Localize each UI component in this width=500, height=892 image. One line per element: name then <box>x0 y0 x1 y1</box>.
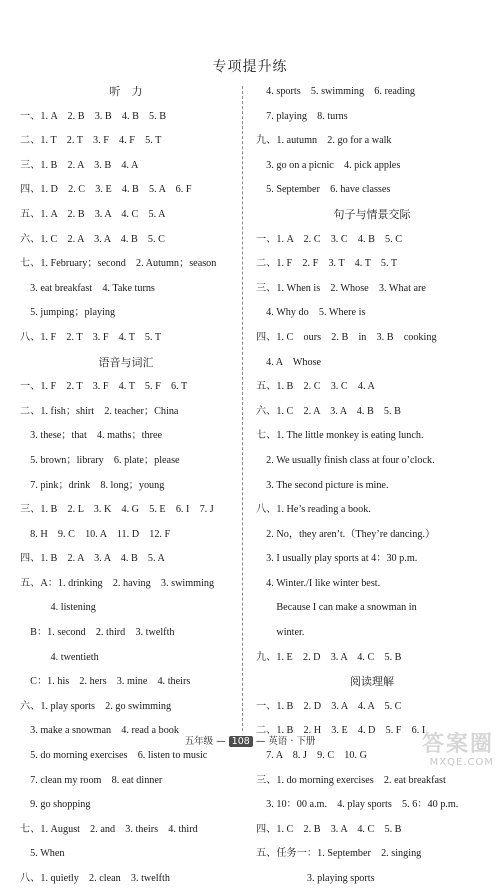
answer-line: 一、1. A 2. B 3. B 4. B 5. B <box>20 110 167 122</box>
page-title: 专项提升练 <box>212 59 288 75</box>
answer-line: 二、1. F 2. F 3. T 4. T 5. T <box>256 258 398 270</box>
answer-line: 4. twentieth <box>20 651 99 663</box>
answer-line: 四、1. C ours 2. B in 3. B cooking <box>256 331 437 343</box>
answer-line: 八、1. He’s reading a book. <box>256 504 371 516</box>
answer-line: 7. pink；drink 8. long；young <box>20 479 165 491</box>
answer-line: C：1. his 2. hers 3. mine 4. theirs <box>20 676 191 688</box>
answer-line: 六、1. C 2. A 3. A 4. B 5. B <box>256 405 401 417</box>
answer-line: 8. H 9. C 10. A 11. D 12. F <box>20 528 171 540</box>
answer-line: 二、1. B 2. H 3. E 4. D 5. F 6. I <box>256 725 426 737</box>
answer-line: 2. We usually finish class at four o’clock. <box>256 454 435 466</box>
answer-line: 5. jumping；playing <box>20 307 116 319</box>
answer-line: 7. playing 8. turns <box>256 110 348 122</box>
footer-dash-left: — <box>216 736 226 747</box>
answer-line: 五、1. A 2. B 3. A 4. C 5. A <box>20 208 166 220</box>
answer-line: 4. listening <box>20 602 96 614</box>
answer-line: 3. 10：00 a.m. 4. play sports 5. 6：40 p.m. <box>256 799 459 811</box>
answer-line: 2. No，they aren’t.（They’re dancing.） <box>256 528 436 540</box>
answer-line: 3. I usually play sports at 4：30 p.m. <box>256 553 418 565</box>
answer-line: 四、1. B 2. A 3. A 4. B 5. A <box>20 553 165 565</box>
answer-line: 5. When <box>20 848 65 860</box>
watermark <box>374 733 494 773</box>
answer-line: 5. brown；library 6. plate；please <box>20 454 180 466</box>
answer-line: 二、1. fish；shirt 2. teacher；China <box>20 405 179 417</box>
answer-line: 二、1. T 2. T 3. F 4. F 5. T <box>20 135 162 147</box>
answer-line: 五、任务一：1. September 2. singing <box>256 848 422 860</box>
answer-line: 3. playing sports <box>256 873 375 884</box>
footer-dash-right: — <box>255 736 266 747</box>
answer-line: 七、1. The little monkey is eating lunch. <box>256 430 424 442</box>
answer-line: 9. go shopping <box>20 799 91 811</box>
page-number: 108 <box>229 736 253 747</box>
answer-line: 5. do morning exercises 6. listen to music <box>20 750 208 762</box>
answer-line: 八、1. quietly 2. clean 3. twelfth <box>20 873 170 884</box>
watermark-url: MXQE.COM <box>429 757 494 768</box>
answer-line: 九、1. autumn 2. go for a walk <box>256 135 392 147</box>
column-divider <box>242 86 243 731</box>
answer-line: 七、1. August 2. and 3. theirs 4. third <box>20 823 198 835</box>
answer-line: 五、1. B 2. C 3. C 4. A <box>256 381 375 393</box>
answer-line: 3. make a snowman 4. read a book <box>20 725 179 737</box>
answer-line: 4. A Whose <box>256 356 322 368</box>
answer-line: 一、1. B 2. D 3. A 4. A 5. C <box>256 700 402 712</box>
answer-line: Because I can make a snowman in <box>256 602 417 614</box>
section-heading: 句子与情景交际 <box>333 207 411 221</box>
answer-line: 三、1. do morning exercises 2. eat breakfast <box>256 774 446 786</box>
answer-line: B：1. second 2. third 3. twelfth <box>20 627 175 639</box>
section-heading: 语音与词汇 <box>98 355 154 369</box>
answer-line: 八、1. F 2. T 3. F 4. T 5. T <box>20 331 162 343</box>
answer-line: 4. Why do 5. Where is <box>256 307 366 319</box>
answer-line: 4. sports 5. swimming 6. reading <box>256 86 416 97</box>
answer-line: 三、1. B 2. A 3. B 4. A <box>20 159 139 171</box>
answer-line: 3. go on a picnic 4. pick apples <box>256 159 401 171</box>
answer-line: 一、1. F 2. T 3. F 4. T 5. F 6. T <box>20 381 188 393</box>
answer-line: 六、1. play sports 2. go swimming <box>20 700 172 712</box>
answer-line: 7. A 8. J 9. C 10. G <box>256 750 367 762</box>
answer-line: 四、1. D 2. C 3. E 4. B 5. A 6. F <box>20 184 192 196</box>
footer-subject: 英语 · 下册 <box>268 736 316 747</box>
answer-line: 四、1. C 2. B 3. A 4. C 5. B <box>256 823 402 835</box>
answer-line: 六、1. C 2. A 3. A 4. B 5. C <box>20 233 165 245</box>
answer-line: 三、1. B 2. L 3. K 4. G 5. E 6. I 7. J <box>20 504 214 516</box>
section-heading: 听 力 <box>109 85 143 98</box>
answer-line: 3. these；that 4. maths；three <box>20 430 163 442</box>
answer-line: 4. Winter./I like winter best. <box>256 577 381 589</box>
answer-line: 3. The second picture is mine. <box>256 479 389 491</box>
section-heading: 阅读理解 <box>350 675 394 689</box>
footer-grade: 五年级 <box>184 736 214 747</box>
left-column <box>20 80 232 892</box>
answer-line: 3. eat breakfast 4. Take turns <box>20 282 155 294</box>
answer-line: 三、1. When is 2. Whose 3. What are <box>256 282 426 294</box>
answer-line: 7. clean my room 8. eat dinner <box>20 774 163 786</box>
answer-line: 一、1. A 2. C 3. C 4. B 5. C <box>256 233 403 245</box>
answer-line: winter. <box>256 627 305 639</box>
answer-line: 七、1. February；second 2. Autumn；season <box>20 258 217 270</box>
answer-line: 五、A：1. drinking 2. having 3. swimming <box>20 577 215 589</box>
answer-line: 九、1. E 2. D 3. A 4. C 5. B <box>256 651 402 663</box>
answer-line: 5. September 6. have classes <box>256 184 391 196</box>
watermark-logo: 答案圈 <box>421 732 494 757</box>
